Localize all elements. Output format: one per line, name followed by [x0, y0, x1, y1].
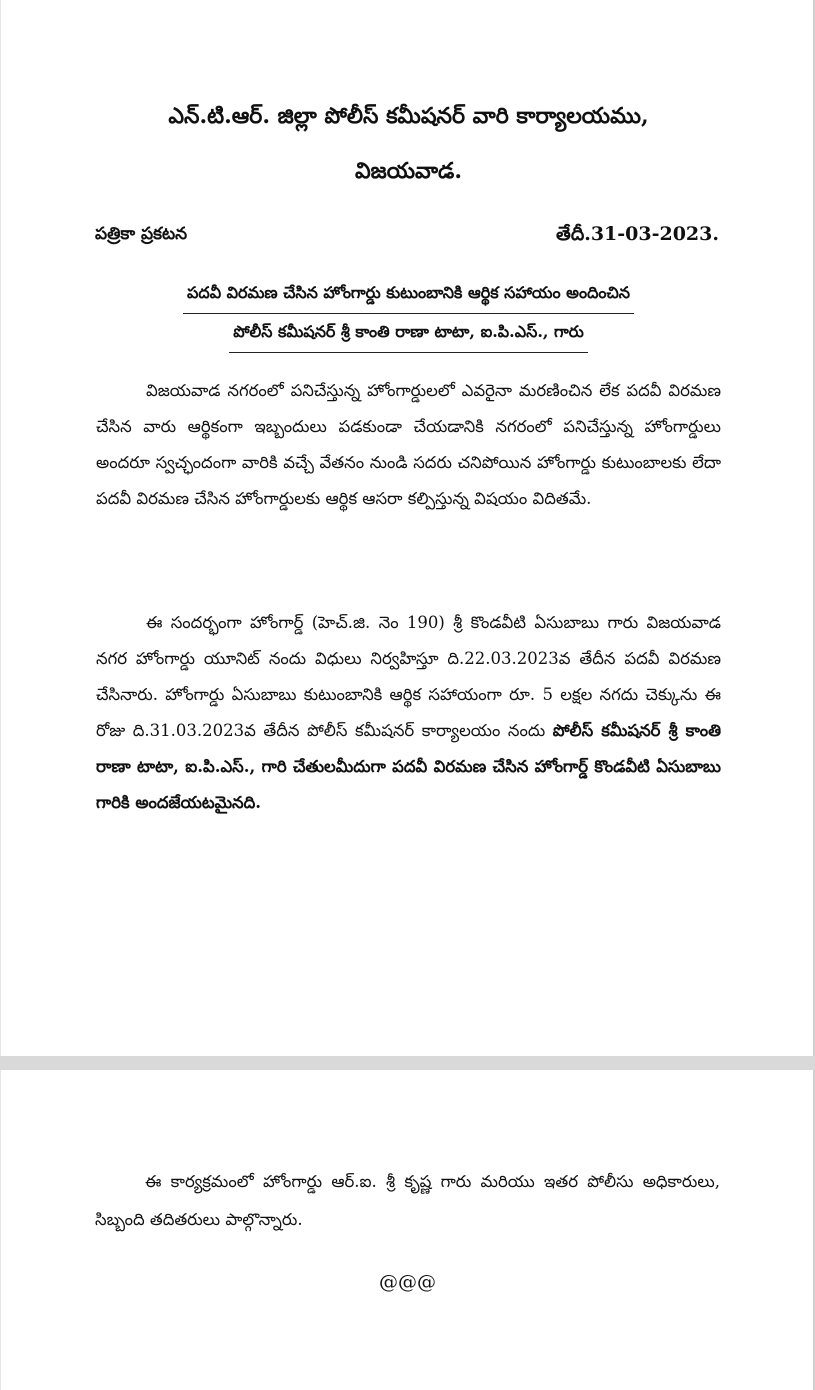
- body-paragraph-1: [96, 373, 721, 517]
- subject-line-1-text: పదవీ విరమణ చేసిన హోంగార్డు కుటుంబానికి ఆర్థిక సహాయం అందించిన: [183, 281, 634, 314]
- office-title: ఎన్.టి.ఆర్. జిల్లా పోలీస్ కమీషనర్ వారి కార్యాలయము,: [168, 103, 649, 129]
- body-paragraph-1-text: విజయవాడ నగరంలో పనిచేస్తున్న హోంగార్డులలో ఎవరైనా మరణించిన లేక పదవీ విరమణ చేసిన వారు ఆర్థికంగా ఇబ్బందులు పడకుండా చేయడానికి నగరంలో పనిచేస్తున్న హోంగార్డులు అందరూ స్వచ్ఛందంగా వారికి వచ్చే వేతనం నుండి సదరు చనిపోయిన హోంగార్డు కుటుంబాలకు లేదా పదవీ విరమణ చేసిన హోంగార్డులకు ఆర్థిక ఆసరా కల్పిస్తున్న విషయం విదితమే.: [96, 381, 721, 508]
- press-release-label: పత్రికా ప్రకటన: [95, 224, 188, 244]
- end-mark: @@@: [379, 1271, 436, 1293]
- subject-line-2-text: పోలీస్ కమీషనర్ శ్రీ కాంతి రాణా టాటా, ఐ.పి.ఎస్., గారు: [229, 320, 588, 353]
- body-paragraph-2-bold-text: పోలీస్ కమీషనర్ శ్రీ కాంతి రాణా టాటా, ఐ.పి.ఎస్., గారి చేతులమీదుగా పదవీ విరమణ చేసిన హోంగార్డ్ కొండవీటి ఏసుబాబు గారికి అందజేయటమైనది.: [96, 721, 721, 812]
- body-paragraph-3-text: ఈ కార్యక్రమంలో హోంగార్డు ఆర్.ఐ. శ్రీ కృష్ణ గారు మరియు ఇతర పోలీసు అధికారులు, సిబ్బంది తదితరులు పాల్గొన్నారు.: [95, 1172, 720, 1229]
- body-paragraph-3: [95, 1163, 720, 1239]
- subject-line-2: [1, 320, 815, 353]
- body-paragraph-2-text: ఈ సందర్భంగా హోంగార్డ్ (హెచ్.జి. నెం 190) శ్రీ కొండవీటి ఏసుబాబు గారు విజయవాడ నగర హోంగార్డు యూనిట్ నందు విధులు నిర్వహిస్తూ ది.22.03.2023వ తేదీన పదవీ విరమణ చేసినారు. హోంగార్డు ఏసుబాబు కుటుంబానికి ఆర్థిక సహాయంగా రూ. 5 లక్షల నగదు చెక్కును ఈ రోజు ది.31.03.2023వ తేదీన పోలీస్ కమీషనర్ కార్యాలయం నందు: [96, 613, 721, 740]
- press-release-date: తేదీ.31-03-2023.: [556, 223, 719, 245]
- subject-line-1: [1, 281, 815, 314]
- office-city: విజయవాడ.: [354, 158, 462, 184]
- page-separator: [0, 1056, 815, 1070]
- body-paragraph-2: [96, 605, 721, 821]
